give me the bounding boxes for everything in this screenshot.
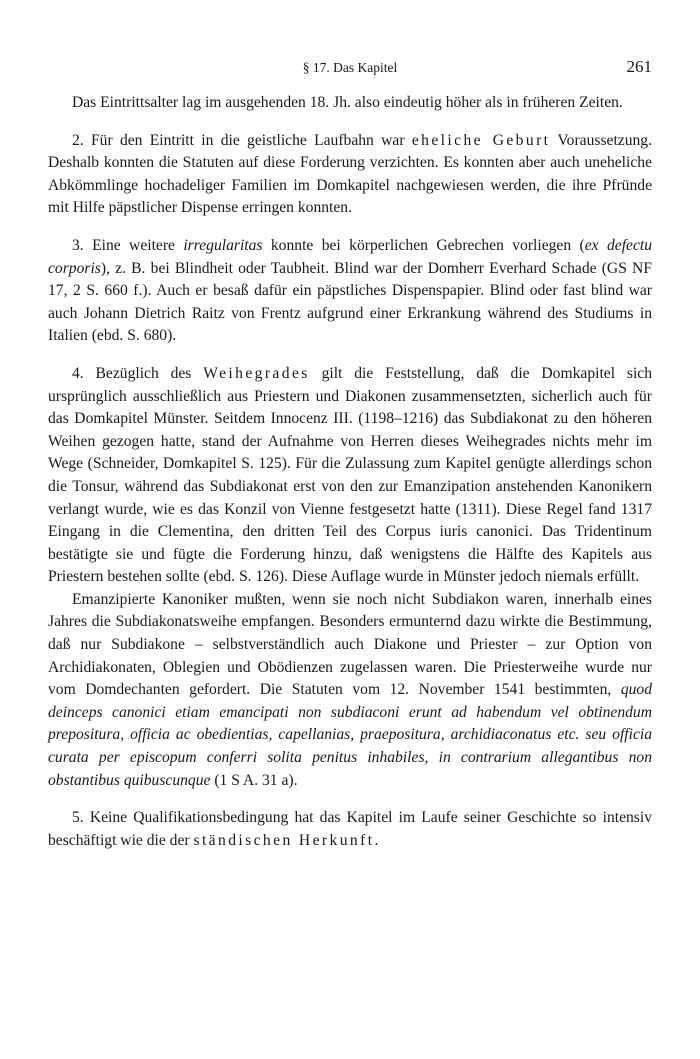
text-run: Voraussetzung. Deshalb konnten die Statuten auf diese Forderung verzichten. Es konnten aber auch uneheliche Abkömmlinge hochadeliger Familien im Domkapitel nachgewiesen werden, die ihre Pfründe mit Hilfe päpstlicher Dispense erringen konnten. bbox=[48, 131, 652, 217]
text-run: gilt die Feststellung, daß die Domkapitel sich ursprünglich ausschließlich aus Priestern und Diakonen zusammensetzten, sicherlich auch für das Domkapitel Münster. Seitdem Innocenz III. (1198–1216) das Subdiakonat zu den höheren Weihen gezogen hatte, stand der Aufnahme von Herren dieses Weihegrades nichts mehr im Wege (Schneider, Domkapitel S. 125). Für die Zulassung zum Kapitel genügte allerdings schon die Tonsur, während das Subdiakonat erst von den zur Emanzipation anstehenden Kanonikern verlangt wurde, wie es das Konzil von Vienne festgesetzt hatte (1311). Diese Regel fand 1317 Eingang in die Clementina, den dritten Teil des Corpus iuris canonici. Das Tridentinum bestätigte sie und fügte die Forderung hinzu, daß wenigstens die Hälfte des Kapitels aus Priestern bestehen sollte (ebd. S. 126). Diese Auflage wurde in Münster jedoch niemals erfüllt. bbox=[48, 364, 652, 586]
latin-term: irregularitas bbox=[183, 236, 263, 254]
text-run: 3. Eine weitere bbox=[72, 236, 184, 254]
latin-term: ex defectu corporis bbox=[48, 236, 653, 277]
text-run: ), z. B. bei Blindheit oder Taubheit. Blind war der Domherr Everhard Schade (GS NF 17, 2 S. 660 f.). Auch er besaß dafür ein päpstliches Dispenspapier. Blind oder fast blind war auch Johann Dietrich Raitz von Frentz aufgrund einer Erkrankung während des Studiums in Italien (ebd. S. 680). bbox=[48, 259, 652, 345]
text-run: konnte bei körperlichen Gebrechen vorliegen ( bbox=[262, 236, 585, 254]
spaced-term: eheliche Geburt bbox=[411, 131, 551, 149]
spaced-term: Weihegrades bbox=[203, 364, 310, 382]
paragraph-1 bbox=[48, 92, 652, 115]
running-head-title: § 17. Das Kapitel bbox=[302, 60, 398, 75]
text-run: 2. Für den Eintritt in die geistliche Laufbahn war bbox=[72, 131, 412, 149]
spaced-term: ständischen Herkunft bbox=[193, 831, 375, 849]
body-text bbox=[48, 92, 652, 852]
text-run: (1 S A. 31 a). bbox=[210, 771, 298, 789]
text-run: 5. Keine Qualifikationsbedingung hat das Kapitel im Laufe seiner Geschichte so intensiv beschäftigt wie die der bbox=[48, 809, 652, 849]
page-number: 261 bbox=[626, 57, 652, 76]
running-head bbox=[48, 57, 652, 79]
paragraph-6 bbox=[48, 807, 652, 852]
paragraph-5 bbox=[48, 589, 652, 792]
latin-quotation: quod deinceps canonici etiam emancipati non subdiaconi erunt ad habendum vel obtinendum prepositura, officia ac obedientias, capellanias, praepositura, archidiaconatus etc. seu officia curata per episcopum conferri solita penitus inhabiles, in contrarium allegantibus non obstantibus quibuscunque bbox=[48, 681, 652, 789]
paragraph-4 bbox=[48, 363, 652, 589]
text-run: Emanzipierte Kanoniker mußten, wenn sie noch nicht Subdiakon waren, innerhalb eines Jahres die Subdiakonatsweihe empfangen. Besonders ermunternd dazu wirkte die Bestimmung, daß nur Subdiakone – selbstverständlich auch Diakone und Priester – zur Option von Archidiakonaten, Oblegien und Obödienzen zugelassen waren. Die Priesterweihe wurde nur vom Domdechanten gefordert. Die Statuten vom 12. November 1541 bestimmten, bbox=[48, 590, 652, 699]
text-run: Das Eintrittsalter lag im ausgehenden 18. Jh. also eindeutig höher als in früheren Zeiten. bbox=[72, 94, 623, 111]
text-run: 4. Bezüglich des bbox=[72, 364, 204, 382]
text-run: . bbox=[374, 831, 379, 849]
paragraph-3 bbox=[48, 235, 652, 348]
paragraph-2 bbox=[48, 130, 652, 220]
